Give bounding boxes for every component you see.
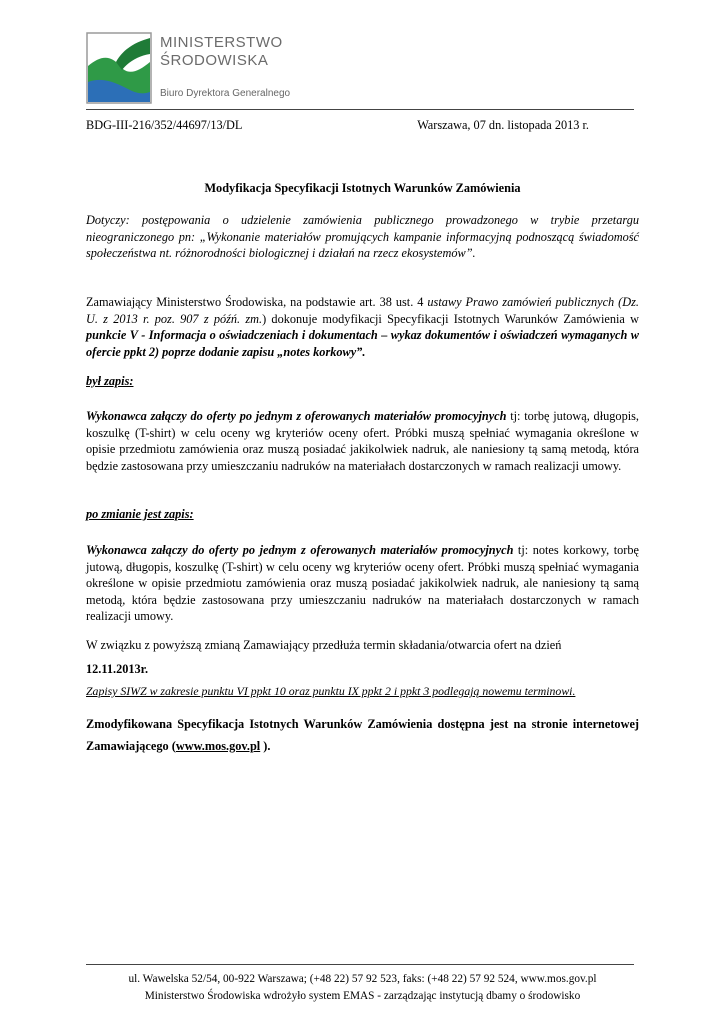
intro-paragraph <box>86 294 639 360</box>
new-entry-heading: po zmianie jest zapis: <box>86 507 194 521</box>
closing-text: Zmodyfikowana Specyfikacja Istotnych Warunków Zamówienia dostępna jest na stronie internetowej Zamawiającego ( <box>86 717 639 753</box>
closing-paragraph <box>86 713 639 757</box>
closing-end: ). <box>260 739 271 753</box>
footer-address: ul. Wawelska 52/54, 00-922 Warszawa; (+48 22) 57 92 523, faks: (+48 22) 57 92 524, www.mos.gov.pl <box>128 973 597 985</box>
old-entry-heading: był zapis: <box>86 374 134 388</box>
extension-paragraph: W związku z powyższą zmianą Zamawiający przedłuża termin składania/otwarcia ofert na dzień <box>86 638 562 652</box>
reference-number: BDG-III-216/352/44697/13/DL <box>86 118 243 132</box>
header-divider <box>86 109 634 110</box>
ministry-name-line2: ŚRODOWISKA <box>160 52 269 69</box>
footer-divider <box>86 964 634 965</box>
ministry-name <box>160 34 283 70</box>
ministry-emblem-icon <box>86 32 152 104</box>
intro-text-1: Zamawiający Ministerstwo Środowiska, na podstawie art. 38 ust. 4 <box>86 295 428 309</box>
intro-modified-point: punkcie V - Informacja o oświadczeniach i dokumentach – wykaz dokumentów i oświadczeń wymaganych w ofercie ppkt 2) poprze dodanie zapisu „notes korkowy”. <box>86 328 639 359</box>
ministry-logo <box>86 32 316 110</box>
ministry-website-link[interactable]: www.mos.gov.pl <box>175 739 261 753</box>
new-entry-paragraph <box>86 542 639 625</box>
document-date: Warszawa, 07 dn. listopada 2013 r. <box>417 118 589 132</box>
intro-law-reference: ustawy Prawo zamówień publicznych (Dz. U. z 2013 r. poz. 907 z późń. zm. <box>86 295 639 326</box>
new-deadline-date: 12.11.2013r. <box>86 662 149 676</box>
old-entry-paragraph <box>86 408 639 474</box>
intro-text-2: ) dokonuje modyfikacji Specyfikacji Istotnych Warunków Zamówienia w <box>262 311 639 326</box>
department-name: Biuro Dyrektora Generalnego <box>160 88 291 99</box>
old-entry-text: tj: torbę jutową, długopis, koszulkę (T-shirt) w celu oceny wg kryteriów oceny ofert. Próbki muszą spełniać wymagania określone w opisie przedmiotu zamówienia oraz muszą posiadać jakikolwiek nadruk, ale naniesiony tą samą metodą, która będzie zastosowana przy umieszczaniu nadruków na materiałach dostarczonych w ramach realizacji umowy. <box>86 409 639 473</box>
subject-paragraph: Dotyczy: postępowania o udzielenie zamówienia publicznego prowadzonego w trybie przetargu nieograniczonego pn: „Wykonanie materiałów promujących kampanie informacyjną podnoszącą świadomość społeczeństwa nt. różnorodności biologicznej i działań na rzecz ekosystemów”. <box>86 213 639 260</box>
document-title: Modyfikacja Specyfikacji Istotnych Warunków Zamówienia <box>204 181 521 195</box>
old-entry-lead: Wykonawca załączy do oferty po jednym z oferowanych materiałów promocyjnych <box>86 409 507 423</box>
extension-note: Zapisy SIWZ w zakresie punktu VI ppkt 10 oraz punktu IX ppkt 2 i ppkt 3 podlegają nowemu terminowi. <box>86 684 576 698</box>
ministry-name-line1: MINISTERSTWO <box>160 34 283 51</box>
new-entry-text: tj: notes korkowy, torbę jutową, długopis, koszulkę (T-shirt) w celu oceny wg kryteriów oceny ofert. Próbki muszą spełniać wymagania określone w opisie przedmiotu zamówienia oraz muszą posiadać jakikolwiek nadruk, ale naniesiony tą samą metodą, która będzie zastosowana przy umieszczaniu nadruków na materiałach dostarczonych w ramach realizacji umowy. <box>86 543 639 623</box>
footer-emas-note: Ministerstwo Środowiska wdrożyło system EMAS - zarządzając instytucją dbamy o środowisko <box>144 990 581 1002</box>
new-entry-lead: Wykonawca załączy do oferty po jednym z oferowanych materiałów promocyjnych <box>86 543 514 557</box>
